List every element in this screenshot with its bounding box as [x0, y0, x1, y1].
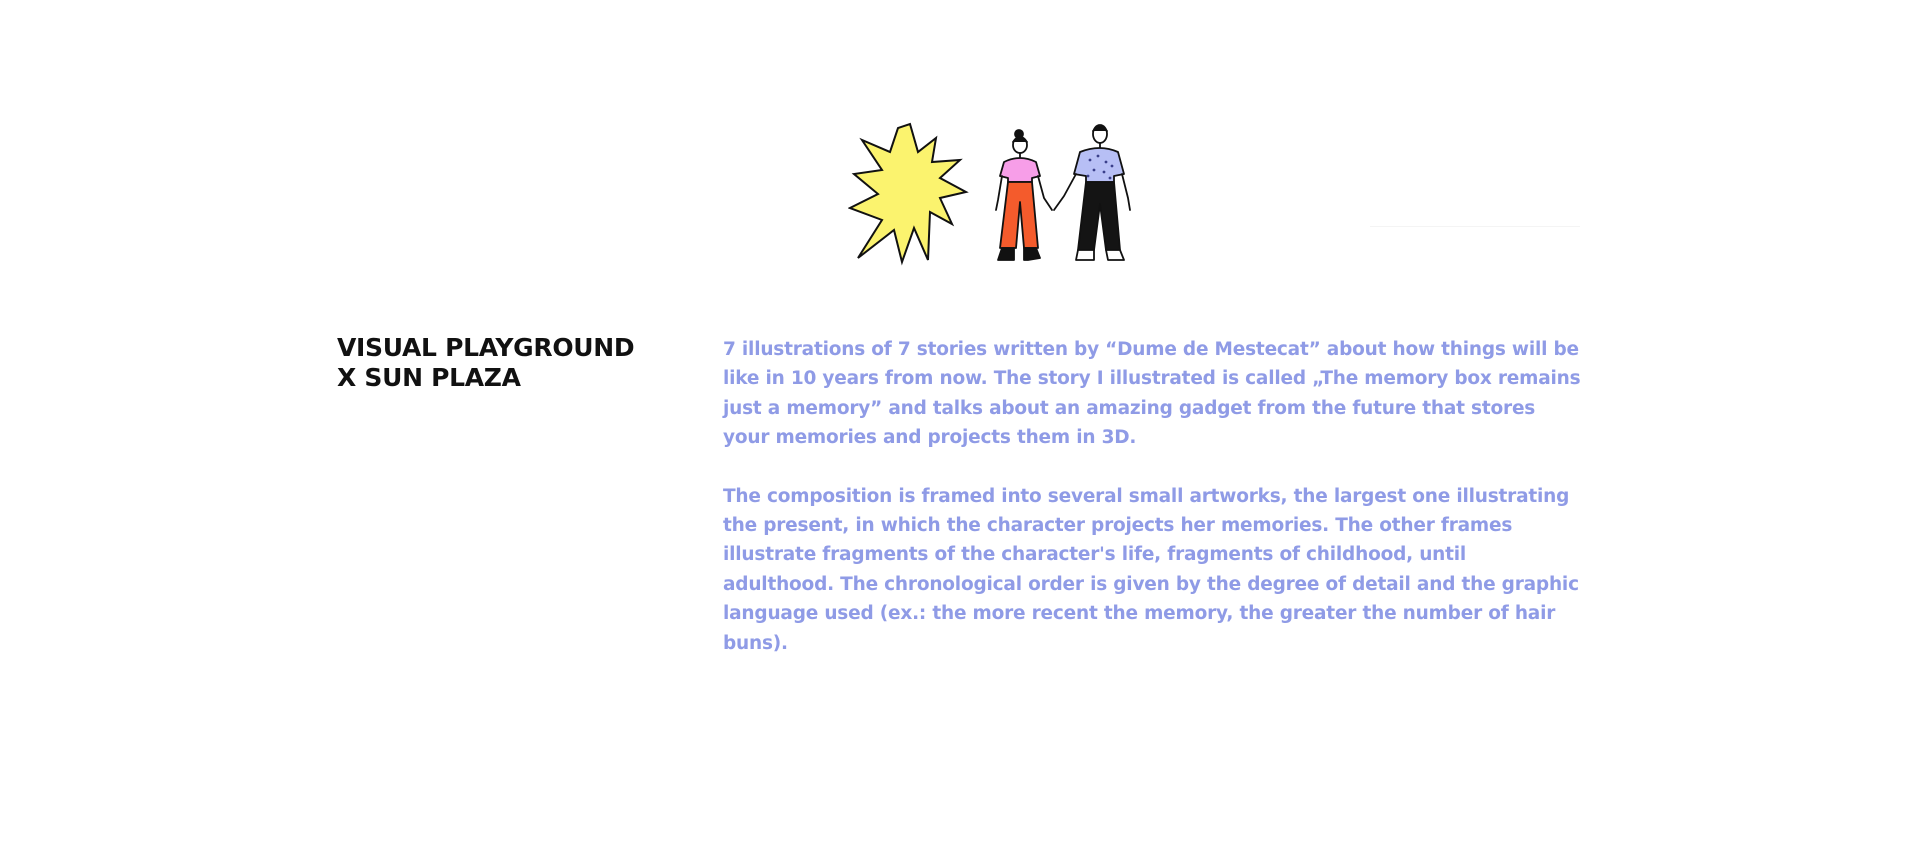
description-paragraph-2: The composition is framed into several small artworks, the largest one illustrating the present, in which the character projects her memories. The other frames illustrate fragments of the character's life, fragments of childhood, until adulthood. The chronological order is given by the degree of detail and the graphic language used (ex.: the more recent the memory, the greater the number of hair buns).: [723, 485, 1579, 654]
project-title-line-2: X SUN PLAZA: [337, 363, 521, 392]
yellow-starburst-icon: [850, 124, 966, 262]
divider: [1370, 226, 1580, 227]
project-title: [337, 333, 697, 393]
project-description: [723, 335, 1583, 687]
woman-figure-icon: [996, 130, 1052, 260]
description-paragraph-1: 7 illustrations of 7 stories written by “Dume de Mestecat” about how things will be like in 10 years from now. The story I illustrated is called „The memory box remains just a memory” and talks about an amazing gadget from the future that stores your memories and projects them in 3D.: [723, 339, 1581, 449]
man-figure-icon: [1054, 125, 1130, 260]
header-illustration: [848, 120, 1148, 270]
project-title-line-1: VISUAL PLAYGROUND: [337, 333, 635, 362]
